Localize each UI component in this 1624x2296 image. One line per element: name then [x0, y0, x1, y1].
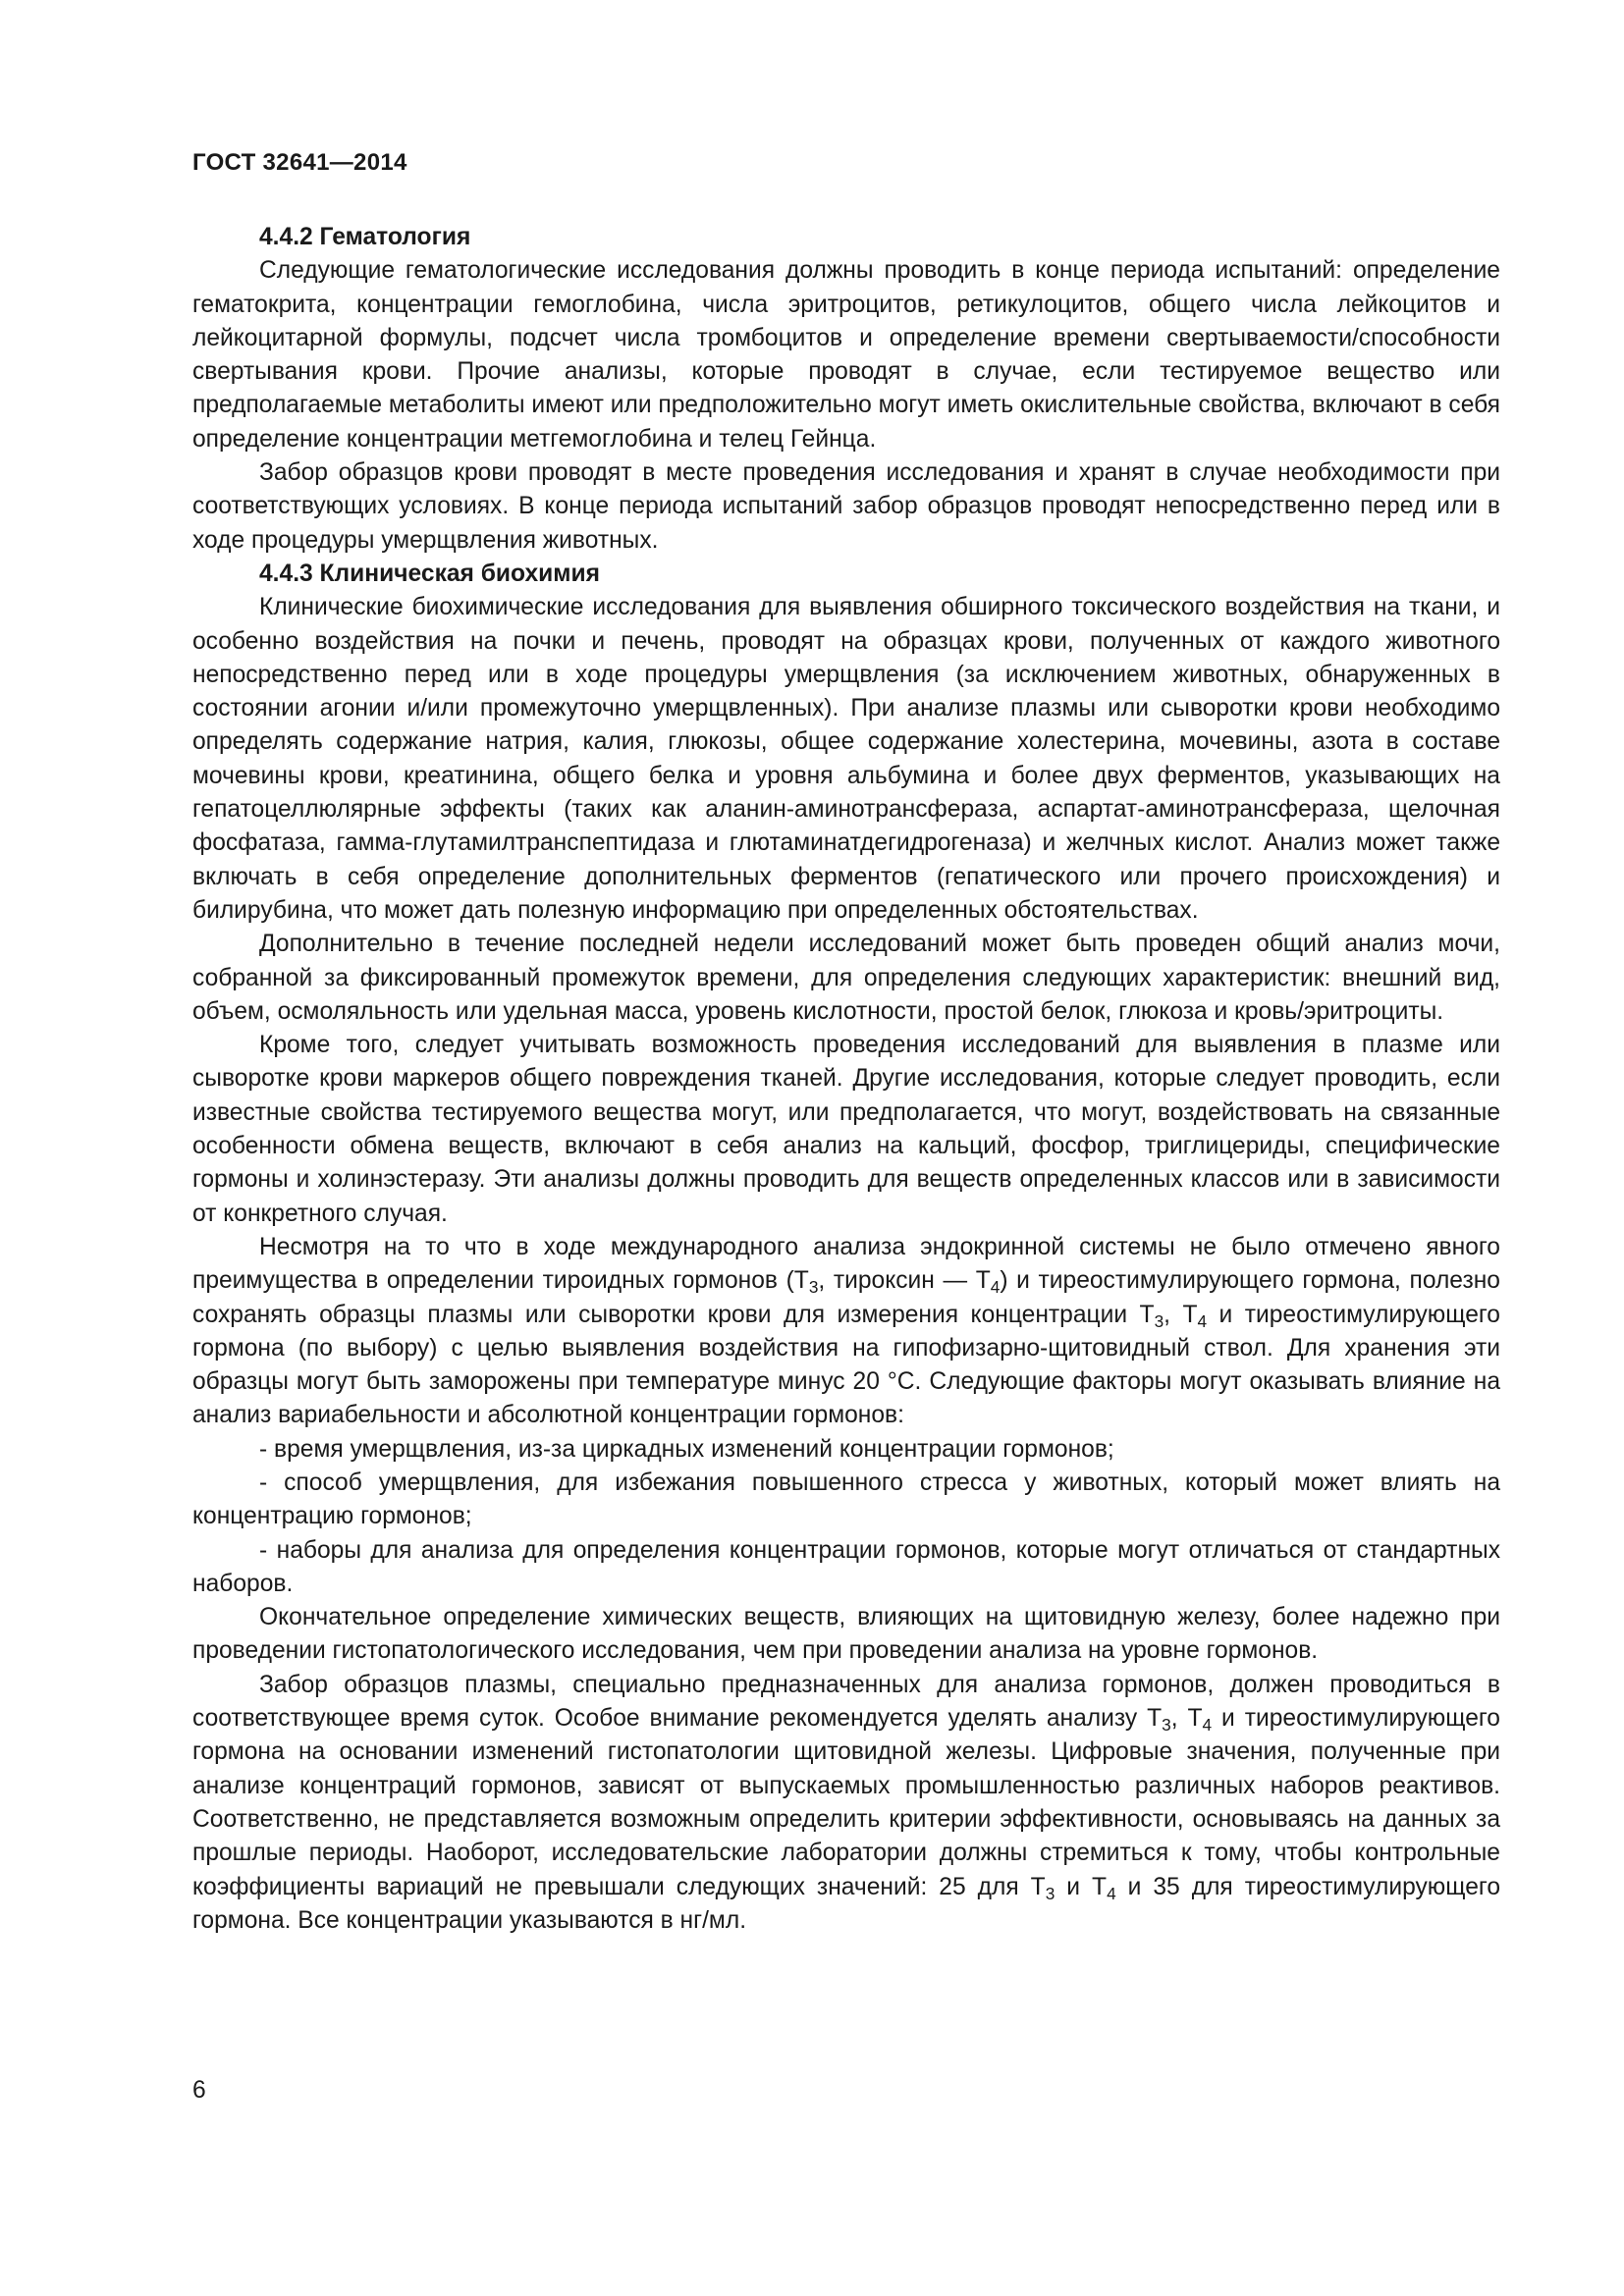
paragraph: Клинические биохимические исследования для выявления обширного токсического воздействия на ткани, и особенно воздействия на почки и печень, проводят на образцах крови, полученных от каждого животного непосредственно перед или в ходе процедуры умерщвления (за исключением животных, обнаруженных в состоянии агонии и/или промежуточно умерщвленных). При анализе плазмы или сыворотки крови необходимо определять содержание натрия, калия, глюкозы, общее содержание холестерина, мочевины, азота в составе мочевины крови, креатинина, общего белка и уровня альбумина и более двух ферментов, указывающих на гепатоцеллюлярные эффекты (таких как аланин-аминотрансфераза, аспартат-аминотрансфераза, щелочная фосфатаза, гамма-глутамилтранспептидаза и глютаминатдегидрогеназа) и желчных кислот. Анализ может также включать в себя определение дополнительных ферментов (гепатического или прочего происхождения) и билирубина, что может дать полезную информацию при определенных обстоятельствах. — [192, 594, 1500, 924]
list-item: - наборы для анализа для определения концентрации гормонов, которые могут отличаться от стандартных наборов. — [192, 1536, 1500, 1597]
paragraph: Дополнительно в течение последней недели исследований может быть проведен общий анализ мочи, собранной за фиксированный промежуток времени, для определения следующих характеристик: внешний вид, объем, осмоляльность или удельная масса, уровень кислотности, простой белок, глюкоза и кровь/эритроциты. — [192, 931, 1500, 1025]
paragraph-hormone-sampling: Забор образцов плазмы, специально предназначенных для анализа гормонов, должен проводиться в соответствующее время суток. Особое внимание рекомендуется уделять анализу $Т_3$, $Т_4$ и тиреостимулирующего гормона на основании изменений гистопатологии щитовидной железы. Цифровые значения, полученные при анализе концентраций гормонов, зависят от выпускаемых промышленностью различных наборов реактивов. Соответственно, не представляется возможным определить критерии эффективности, основываясь на данных за прошлые периоды. Наоборот, исследовательские лаборатории должны стремиться к тому, чтобы контрольные коэффициенты вариаций не превышали следующих значений: 25 для $Т_3$ и $Т_4$ и 35 для тиреостимулирующего гормона. Все концентрации указываются в нг/мл. — [192, 1671, 1501, 1934]
paragraph: Окончательное определение химических веществ, влияющих на щитовидную железу, более надежно при проведении гистопатологического исследования, чем при проведении анализа на уровне гормонов. — [192, 1604, 1500, 1665]
section-heading-hematology: 4.4.2 Гематология — [259, 224, 471, 250]
paragraph: Забор образцов крови проводят в месте проведения исследования и хранят в случае необходимости при соответствующих условиях. В конце периода испытаний забор образцов проводят непосредственно перед или в ходе процедуры умерщвления животных. — [192, 459, 1500, 554]
standard-header: ГОСТ 32641—2014 — [192, 149, 407, 176]
paragraph-thyroid-hormones: Несмотря на то что в ходе международного анализа эндокринной системы не было отмечено явного преимущества в определении тироидных гормонов ($Т_3$, тироксин — $Т_4$) и тиреостимулирующего гормона, полезно сохранять образцы плазмы или сыворотки крови для измерения концентрации $Т_3$, $Т_4$ и тиреостимулирующего гормона (по выбору) с целью выявления воздействия на гипофизарно-щитовидный ствол. Для хранения эти образцы могут быть заморожены при температуре минус 20 °С. Следующие факторы могут оказывать влияние на анализ вариабельности и абсолютной концентрации гормонов: — [192, 1233, 1500, 1429]
paragraph: Следующие гематологические исследования должны проводить в конце периода испытаний: определение гематокрита, концентрации гемоглобина, числа эритроцитов, ретикулоцитов, общего числа лейкоцитов и лейкоцитарной формулы, подсчет числа тромбоцитов и определение времени свертываемости/способности свертывания крови. Прочие анализы, которые проводят в случае, если тестируемое вещество или предполагаемые метаболиты имеют или предположительно могут иметь окислительные свойства, включают в себя определение концентрации метгемоглобина и телец Гейнца. — [192, 257, 1500, 453]
list-item: - способ умерщвления, для избежания повышенного стресса у животных, который может влиять на концентрацию гормонов; — [192, 1468, 1500, 1530]
section-heading-clinical-biochemistry: 4.4.3 Клиническая биохимия — [259, 560, 600, 587]
paragraph: Кроме того, следует учитывать возможность проведения исследований для выявления в плазме или сыворотке крови маркеров общего повреждения тканей. Другие исследования, которые следует проводить, если известные свойства тестируемого вещества могут, или предполагается, что могут, воздействовать на связанные особенности обмена веществ, включают в себя анализ на кальций, фосфор, триглицериды, специфические гормоны и холинэстеразу. Эти анализы должны проводить для веществ определенных классов или в зависимости от конкретного случая. — [192, 1032, 1500, 1227]
list-item: - время умерщвления, из-за циркадных изменений концентрации гормонов; — [259, 1435, 1114, 1463]
page-number: 6 — [192, 2077, 206, 2104]
document-body — [192, 221, 1500, 1938]
